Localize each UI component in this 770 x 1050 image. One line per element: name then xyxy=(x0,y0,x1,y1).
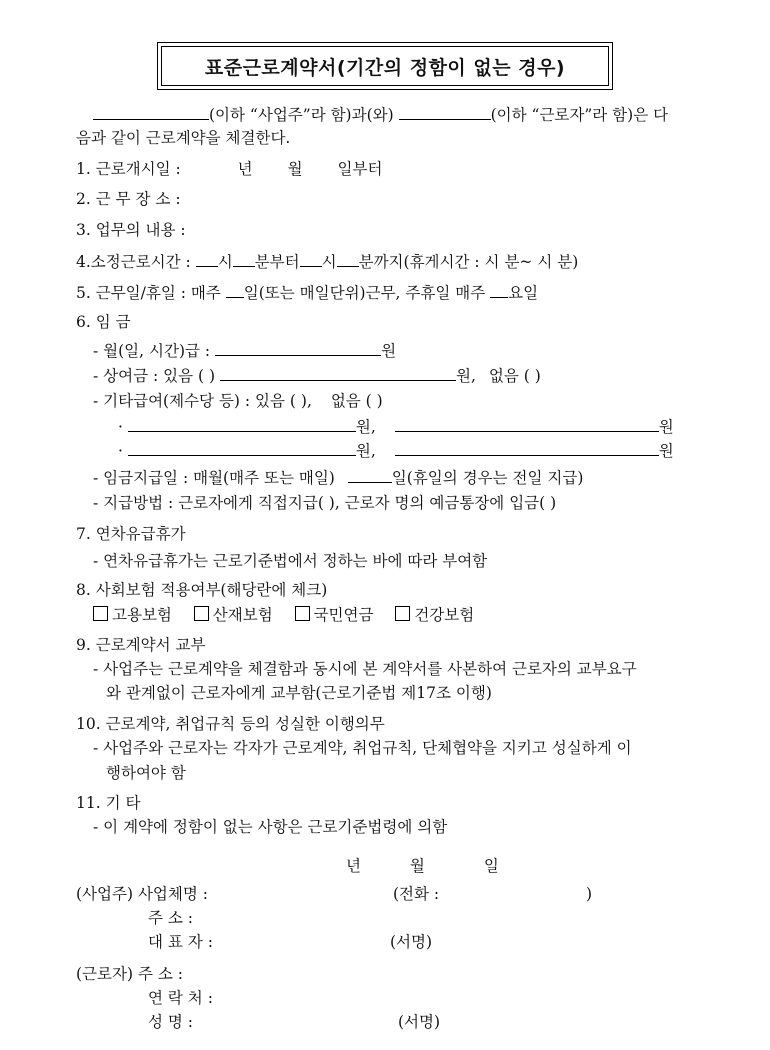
bonus-label: - 상여금 : 있음 ( ) xyxy=(93,367,216,385)
wage-label: 6. 임 금 xyxy=(76,313,131,331)
start-date-row xyxy=(76,159,382,179)
start-month: 월 xyxy=(287,160,303,178)
work-hours-label: 4.소정근로시간 : xyxy=(76,253,191,271)
insurance-industrial[interactable]: 산재보험 xyxy=(194,606,273,624)
holiday-day: 요일 xyxy=(508,284,539,302)
contract-delivery-label: 9. 근로계약서 교부 xyxy=(76,636,206,654)
employer-blank[interactable] xyxy=(93,104,209,120)
other-pay-blank-3[interactable] xyxy=(128,440,356,456)
bullet-dot: · xyxy=(118,418,123,436)
payday-label: - 임금지급일 : 매월(매주 또는 매일) xyxy=(93,469,335,487)
checkbox-icon[interactable] xyxy=(93,606,108,621)
payday-note: 일(휴일의 경우는 전일 지급) xyxy=(391,469,584,487)
hour-unit-2: 시 xyxy=(321,253,337,271)
misc-body: - 이 계약에 정함이 없는 사항은 근로기준법령에 의함 xyxy=(93,818,448,836)
annual-leave-label: 7. 연차유급휴가 xyxy=(76,525,186,543)
payment-method: - 지급방법 : 근로자에게 직접지급( ), 근로자 명의 예금통장에 입금( ) xyxy=(93,494,557,512)
won-comma-1: 원, xyxy=(355,418,376,436)
date-day: 일 xyxy=(483,857,499,875)
worker-address-label: (근로자) 주 소 : xyxy=(76,965,183,983)
intro-part-1: (이하 “사업주”라 함)과(와) xyxy=(209,106,394,124)
contract-date xyxy=(346,856,499,876)
intro-line-2: 음과 같이 근로계약을 체결한다. xyxy=(76,129,291,147)
end-min-blank[interactable] xyxy=(337,251,359,267)
other-pay-row xyxy=(93,391,383,411)
worker-name-label: 성 명 : xyxy=(148,1013,194,1031)
worker-signature[interactable]: (서명) xyxy=(398,1013,441,1031)
insurance-label: 8. 사회보험 적용여부(해당란에 체크) xyxy=(76,581,328,599)
workdays-mid: 일(또는 매일단위)근무, 주휴일 매주 xyxy=(243,284,486,302)
won-1: 원 xyxy=(658,418,674,436)
duty-label: 10. 근로계약, 취업규칙 등의 성실한 이행의무 xyxy=(76,715,385,733)
employer-address-label: 주 소 : xyxy=(148,909,194,927)
checkbox-icon[interactable] xyxy=(194,606,209,621)
min-to: 분까지 xyxy=(358,253,404,271)
page-title: 표준근로계약서(기간의 정함이 없는 경우) xyxy=(204,56,566,79)
holiday-blank[interactable] xyxy=(490,282,508,298)
monthly-wage-row xyxy=(93,340,396,361)
duty-body-2: 행하여야 함 xyxy=(106,764,186,782)
work-hours-row xyxy=(76,251,578,272)
worker-blank[interactable] xyxy=(399,104,491,120)
other-pay-line-2 xyxy=(118,440,674,461)
bonus-none: 없음 ( ) xyxy=(488,367,541,385)
bonus-row xyxy=(93,365,541,386)
other-pay-blank-1[interactable] xyxy=(128,416,356,432)
insurance-options xyxy=(93,605,474,625)
checkbox-icon[interactable] xyxy=(295,606,310,621)
annual-leave-body: - 연차유급휴가는 근로기준법에서 정하는 바에 따라 부여함 xyxy=(93,552,488,570)
end-hour-blank[interactable] xyxy=(300,251,322,267)
hour-unit-1: 시 xyxy=(217,253,233,271)
contract-delivery-body-2: 와 관계없이 근로자에게 교부함(근로기준법 제17조 이행) xyxy=(106,684,492,702)
insurance-health[interactable]: 건강보험 xyxy=(395,606,474,624)
bullet-dot: · xyxy=(118,442,123,460)
date-month: 월 xyxy=(409,857,425,875)
rest-time: (휴게시간 : 시 분~ 시 분) xyxy=(403,253,579,271)
monthly-won: 원 xyxy=(381,342,397,360)
bonus-blank[interactable] xyxy=(220,365,456,381)
date-year: 년 xyxy=(346,857,361,875)
monthly-wage-blank[interactable] xyxy=(215,340,381,356)
workdays-label: 5. 근무일/휴일 : 매주 xyxy=(76,284,221,302)
start-day: 일부터 xyxy=(337,160,383,178)
misc-label: 11. 기 타 xyxy=(76,794,141,812)
other-pay-label: - 기타급여(제수당 등) : 있음 ( ), xyxy=(93,392,312,410)
start-date-label: 1. 근로개시일 : xyxy=(76,160,181,178)
won-comma-2: 원, xyxy=(355,442,376,460)
workplace-label: 2. 근 무 장 소 : xyxy=(76,190,181,208)
min-from: 분부터 xyxy=(254,253,300,271)
start-year: 년 xyxy=(237,160,253,178)
employer-phone-close: ) xyxy=(586,885,593,903)
insurance-pension[interactable]: 국민연금 xyxy=(295,606,374,624)
checkbox-icon[interactable] xyxy=(395,606,410,621)
insurance-employment[interactable]: 고용보험 xyxy=(93,606,172,624)
payday-row xyxy=(93,467,583,488)
start-min-blank[interactable] xyxy=(233,251,255,267)
other-pay-none: 없음 ( ) xyxy=(330,392,383,410)
job-content-label: 3. 업무의 내용 : xyxy=(76,221,186,239)
duty-body-1: - 사업주와 근로자는 각자가 근로계약, 취업규칙, 단체협약을 지키고 성실하게 이 xyxy=(93,739,632,757)
other-pay-line-1 xyxy=(118,416,674,437)
monthly-wage-label: - 월(일, 시간)급 : xyxy=(93,342,211,360)
workdays-blank[interactable] xyxy=(226,282,244,298)
won-2: 원 xyxy=(658,442,674,460)
employer-phone-label: (전화 : xyxy=(393,885,440,903)
employer-signature[interactable]: (서명) xyxy=(390,933,433,951)
other-pay-blank-2[interactable] xyxy=(395,416,659,432)
worker-contact-label: 연 락 처 : xyxy=(148,989,213,1007)
workdays-row xyxy=(76,282,538,303)
start-hour-blank[interactable] xyxy=(196,251,218,267)
contract-delivery-body-1: - 사업주는 근로계약을 체결함과 동시에 본 계약서를 사본하여 근로자의 교부요구 xyxy=(93,660,637,678)
intro-line-1 xyxy=(93,104,668,125)
other-pay-blank-4[interactable] xyxy=(395,440,659,456)
title-box xyxy=(161,46,609,86)
payday-blank[interactable] xyxy=(348,467,392,483)
employer-rep-label: 대 표 자 : xyxy=(148,933,213,951)
intro-part-2: (이하 “근로자”라 함)은 다 xyxy=(490,106,669,124)
bonus-won: 원, xyxy=(456,367,476,385)
employer-name-label: (사업주) 사업체명 : xyxy=(76,885,208,903)
